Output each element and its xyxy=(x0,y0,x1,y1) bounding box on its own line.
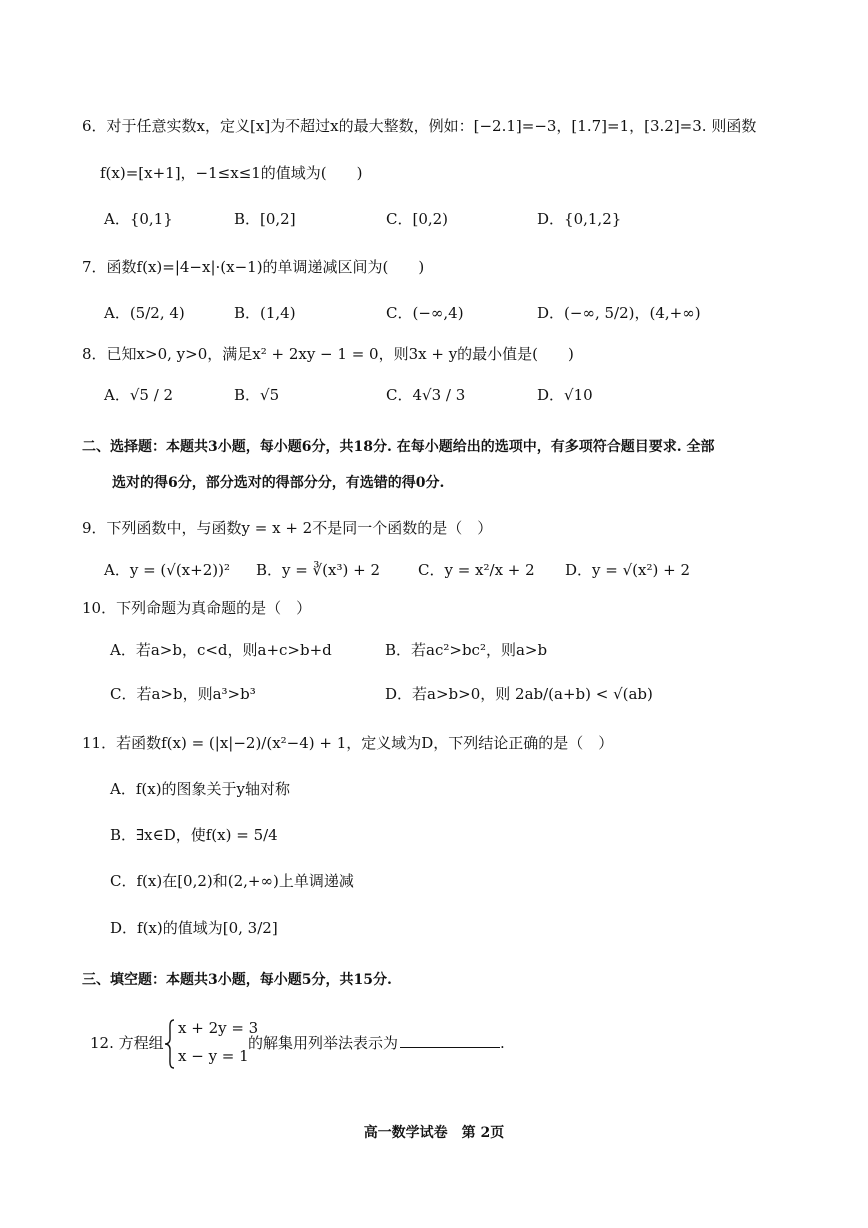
q8-stem: 8．已知x>0, y>0，满足x² + 2xy − 1 = 0，则3x + y的最小值是( ) xyxy=(82,345,574,363)
q7-option-a: A．(5/2, 4) xyxy=(104,304,185,322)
q10-stem: 10．下列命题为真命题的是（ ） xyxy=(82,599,312,617)
q12-suffix-text: 的解集用列举法表示为 xyxy=(248,1034,399,1052)
q11-option-a: A．f(x)的图象关于y轴对称 xyxy=(110,780,291,798)
q10-option-b: B．若ac²>bc²，则a>b xyxy=(385,641,548,659)
q7-option-b: B．(1,4) xyxy=(234,304,296,322)
q11-option-d: D．f(x)的值域为[0, 3/2] xyxy=(110,919,278,937)
q7-stem: 7．函数f(x)=|4−x|·(x−1)的单调递减区间为( ) xyxy=(82,258,425,276)
q12-equation-1: x + 2y = 3 xyxy=(178,1019,259,1037)
q8-option-d: D．√10 xyxy=(537,386,593,404)
section3-heading: 三、填空题：本题共3小题，每小题5分，共15分. xyxy=(82,972,392,988)
page-footer: 高一数学试卷 第 2页 xyxy=(363,1125,505,1141)
left-brace-icon xyxy=(164,1018,176,1070)
q12-end: . xyxy=(500,1034,505,1052)
q10-option-c: C．若a>b，则a³>b³ xyxy=(110,685,256,703)
q6-line1: 6．对于任意实数x，定义[x]为不超过x的最大整数，例如：[−2.1]=−3，[1.7]=1，[3.2]=3. 则函数 xyxy=(82,117,757,135)
q6-option-d: D．{0,1,2} xyxy=(537,210,622,228)
q9-stem: 9．下列函数中，与函数y = x + 2不是同一个函数的是（ ） xyxy=(82,519,493,537)
q9-option-d: D．y = √(x²) + 2 xyxy=(565,561,690,579)
q8-option-b: B．√5 xyxy=(234,386,280,404)
q9-option-a: A．y = (√(x+2))² xyxy=(104,561,230,579)
section2-heading-line1: 二、选择题：本题共3小题，每小题6分，共18分. 在每小题给出的选项中，有多项符合题目要求. 全部 xyxy=(82,439,715,455)
q12-prefix: 12. 方程组 xyxy=(90,1034,164,1052)
answer-blank[interactable] xyxy=(400,1033,500,1048)
q7-option-c: C．(−∞,4) xyxy=(386,304,464,322)
q12-suffix xyxy=(248,1033,505,1053)
q6-line2: f(x)=[x+1]，−1≤x≤1的值域为( ) xyxy=(100,164,363,182)
q10-option-a: A．若a>b，c<d，则a+c>b+d xyxy=(110,641,332,659)
q6-option-b: B．[0,2] xyxy=(234,210,296,228)
q11-option-c: C．f(x)在[0,2)和(2,+∞)上单调递减 xyxy=(110,872,354,890)
q11-option-b: B．∃x∈D，使f(x) = 5/4 xyxy=(110,826,278,844)
q7-option-d: D．(−∞, 5/2)，(4,+∞) xyxy=(537,304,701,322)
q6-option-a: A．{0,1} xyxy=(104,210,173,228)
q10-option-d: D．若a>b>0，则 2ab/(a+b) < √(ab) xyxy=(385,685,653,703)
q8-option-a: A．√5 / 2 xyxy=(104,386,174,404)
q11-stem: 11．若函数f(x) = (|x|−2)/(x²−4) + 1，定义域为D，下列结论正确的是（ ） xyxy=(82,734,614,752)
q6-option-c: C．[0,2) xyxy=(386,210,449,228)
q9-option-c: C．y = x²/x + 2 xyxy=(418,561,535,579)
section2-heading-line2: 选对的得6分，部分选对的得部分分，有选错的得0分. xyxy=(112,475,445,491)
q12-equation-2: x − y = 1 xyxy=(178,1047,249,1065)
q9-option-b: B．y = ∛(x³) + 2 xyxy=(256,561,380,579)
q8-option-c: C．4√3 / 3 xyxy=(386,386,466,404)
